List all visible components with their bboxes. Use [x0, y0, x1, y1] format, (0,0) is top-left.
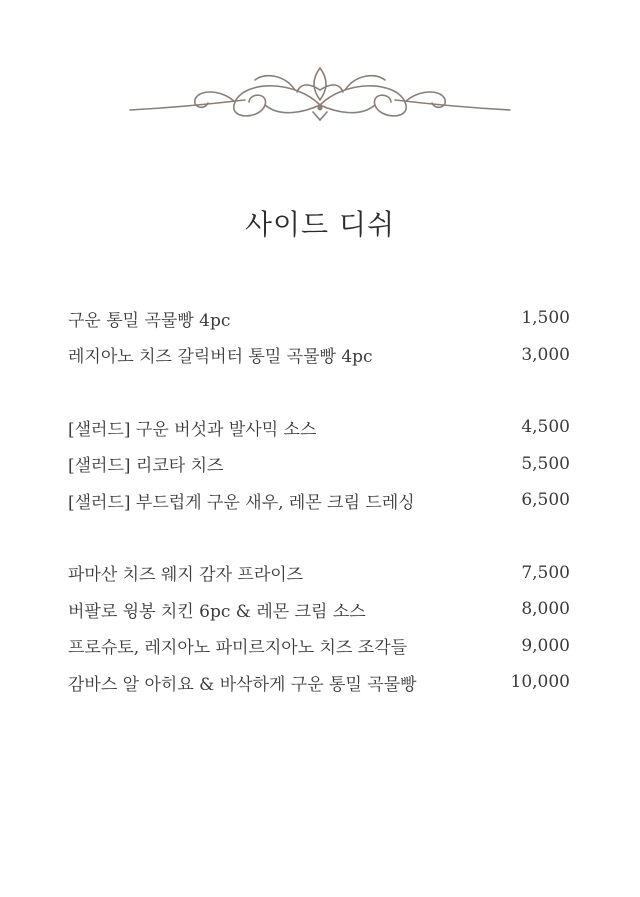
menu-item-price: 8,000 — [521, 599, 570, 620]
flourish-ornament — [125, 60, 515, 130]
page-title: 사이드 디쉬 — [244, 208, 396, 241]
menu-item-name: [샐러드] 부드럽게 구운 새우, 레몬 크림 드레싱 — [68, 492, 415, 513]
menu-item — [68, 591, 570, 628]
menu-item — [68, 664, 570, 701]
menu-item-name: 레지아노 치즈 갈릭버터 통밀 곡물빵 4pc — [68, 347, 373, 368]
menu-item-price: 6,500 — [521, 490, 570, 511]
menu-item-price: 4,500 — [521, 417, 570, 438]
menu-item — [68, 337, 570, 374]
menu-section-sides — [68, 555, 570, 701]
menu-item-name: 버팔로 윙봉 치킨 6pc & 레몬 크림 소스 — [68, 601, 366, 622]
menu-item — [68, 409, 570, 446]
menu-item-name: 프로슈토, 레지아노 파미르지아노 치즈 조각들 — [68, 638, 408, 659]
menu-item — [68, 555, 570, 592]
menu-item — [68, 300, 570, 337]
menu-item-name: 파마산 치즈 웨지 감자 프라이즈 — [68, 565, 304, 586]
menu-item-price: 10,000 — [510, 672, 570, 693]
menu-item-price: 3,000 — [521, 344, 570, 365]
menu-item-price: 5,500 — [521, 453, 570, 474]
menu-section-salad — [68, 409, 570, 519]
menu-list — [68, 300, 570, 737]
menu-item-price: 7,500 — [521, 562, 570, 583]
menu-item-name: [샐러드] 리코타 치즈 — [68, 456, 224, 477]
menu-item — [68, 446, 570, 483]
menu-item — [68, 482, 570, 519]
menu-section-bread — [68, 300, 570, 373]
menu-item-name: [샐러드] 구운 버섯과 발사믹 소스 — [68, 419, 317, 440]
menu-item-price: 9,000 — [521, 635, 570, 656]
menu-item-price: 1,500 — [521, 308, 570, 329]
menu-item-name: 감바스 알 아히요 & 바삭하게 구운 통밀 곡물빵 — [68, 674, 417, 695]
menu-item — [68, 628, 570, 665]
menu-item-name: 구운 통밀 곡물빵 4pc — [68, 310, 231, 331]
